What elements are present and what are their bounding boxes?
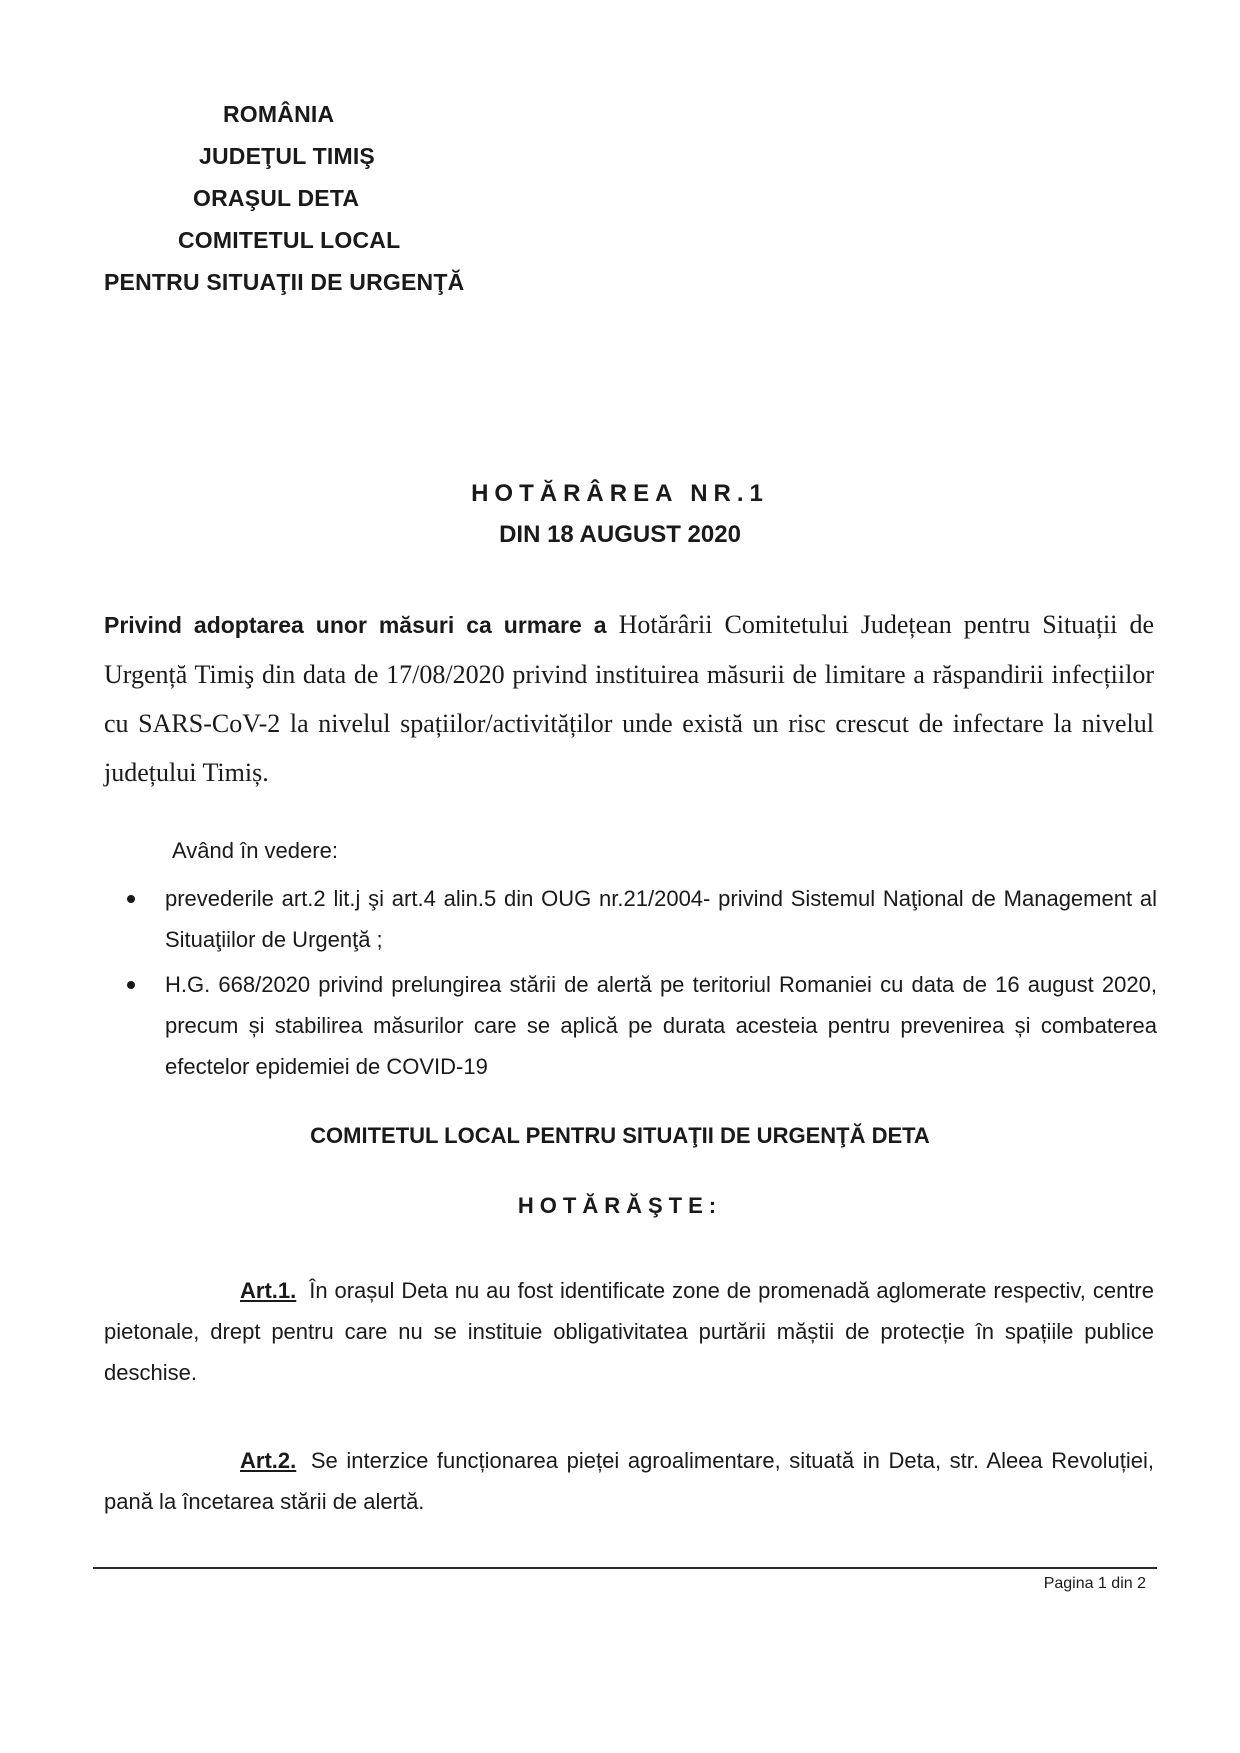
article-2 xyxy=(104,1440,1154,1522)
header-committee-purpose: PENTRU SITUAŢII DE URGENŢĂ xyxy=(104,269,465,295)
bullet-icon xyxy=(127,895,135,903)
list-item xyxy=(127,964,1157,1087)
decision-subject xyxy=(104,600,1154,797)
article-1 xyxy=(104,1270,1154,1393)
header-committee: COMITETUL LOCAL xyxy=(178,227,401,253)
footer-divider xyxy=(93,1567,1157,1569)
article-label: Art.2. xyxy=(240,1448,297,1473)
decides-heading: HOTĂRĂŞTE: xyxy=(517,1193,723,1218)
header-country: ROMÂNIA xyxy=(223,101,335,127)
committee-heading: COMITETUL LOCAL PENTRU SITUAŢII DE URGENŢĂ DETA xyxy=(310,1123,930,1148)
subject-lead: Privind adoptarea unor măsuri ca urmare a xyxy=(104,612,607,638)
header-county: JUDEŢUL TIMIŞ xyxy=(199,143,375,169)
article-label: Art.1. xyxy=(240,1278,297,1303)
considering-item-text: H.G. 668/2020 privind prelungirea stării de alertă pe teritoriul Romaniei cu data de 16 august 2020, precum și stabilirea măsurilor care se aplică pe durata acesteia pentru prevenirea și combaterea efectelor epidemiei de COVID-19 xyxy=(165,972,1157,1079)
article-text: În orașul Deta nu au fost identificate zone de promenadă aglomerate respectiv, centre pietonale, drept pentru care nu se instituie obligativitatea purtării măștii de protecție în spațiile publice deschise. xyxy=(104,1278,1154,1385)
decision-title: HOTĂRÂREA NR.1 xyxy=(471,480,769,507)
page-number: Pagina 1 din 2 xyxy=(1043,1575,1146,1592)
subject-text: Hotărârii Comitetului Județean pentru Situații de Urgență Timiş din data de 17/08/2020 privind instituirea măsurii de limitare a răspandirii infecțiilor cu SARS-CoV-2 la nivelul spațiilor/activităților unde există un risc crescut de infectare la nivelul județului Timiș. xyxy=(104,610,1155,787)
considering-item-text: prevederile art.2 lit.j şi art.4 alin.5 din OUG nr.21/2004- privind Sistemul Naţional de Management al Situaţiilor de Urgenţă ; xyxy=(165,886,1157,952)
header-town: ORAŞUL DETA xyxy=(193,185,360,211)
decision-date: DIN 18 AUGUST 2020 xyxy=(499,521,741,548)
list-item xyxy=(127,878,1157,960)
considering-intro: Având în vedere: xyxy=(172,838,338,863)
article-text: Se interzice funcționarea pieței agroalimentare, situată in Deta, str. Aleea Revoluției, pană la încetarea stării de alertă. xyxy=(104,1448,1154,1514)
considering-list xyxy=(127,878,1157,1091)
bullet-icon xyxy=(127,981,135,989)
